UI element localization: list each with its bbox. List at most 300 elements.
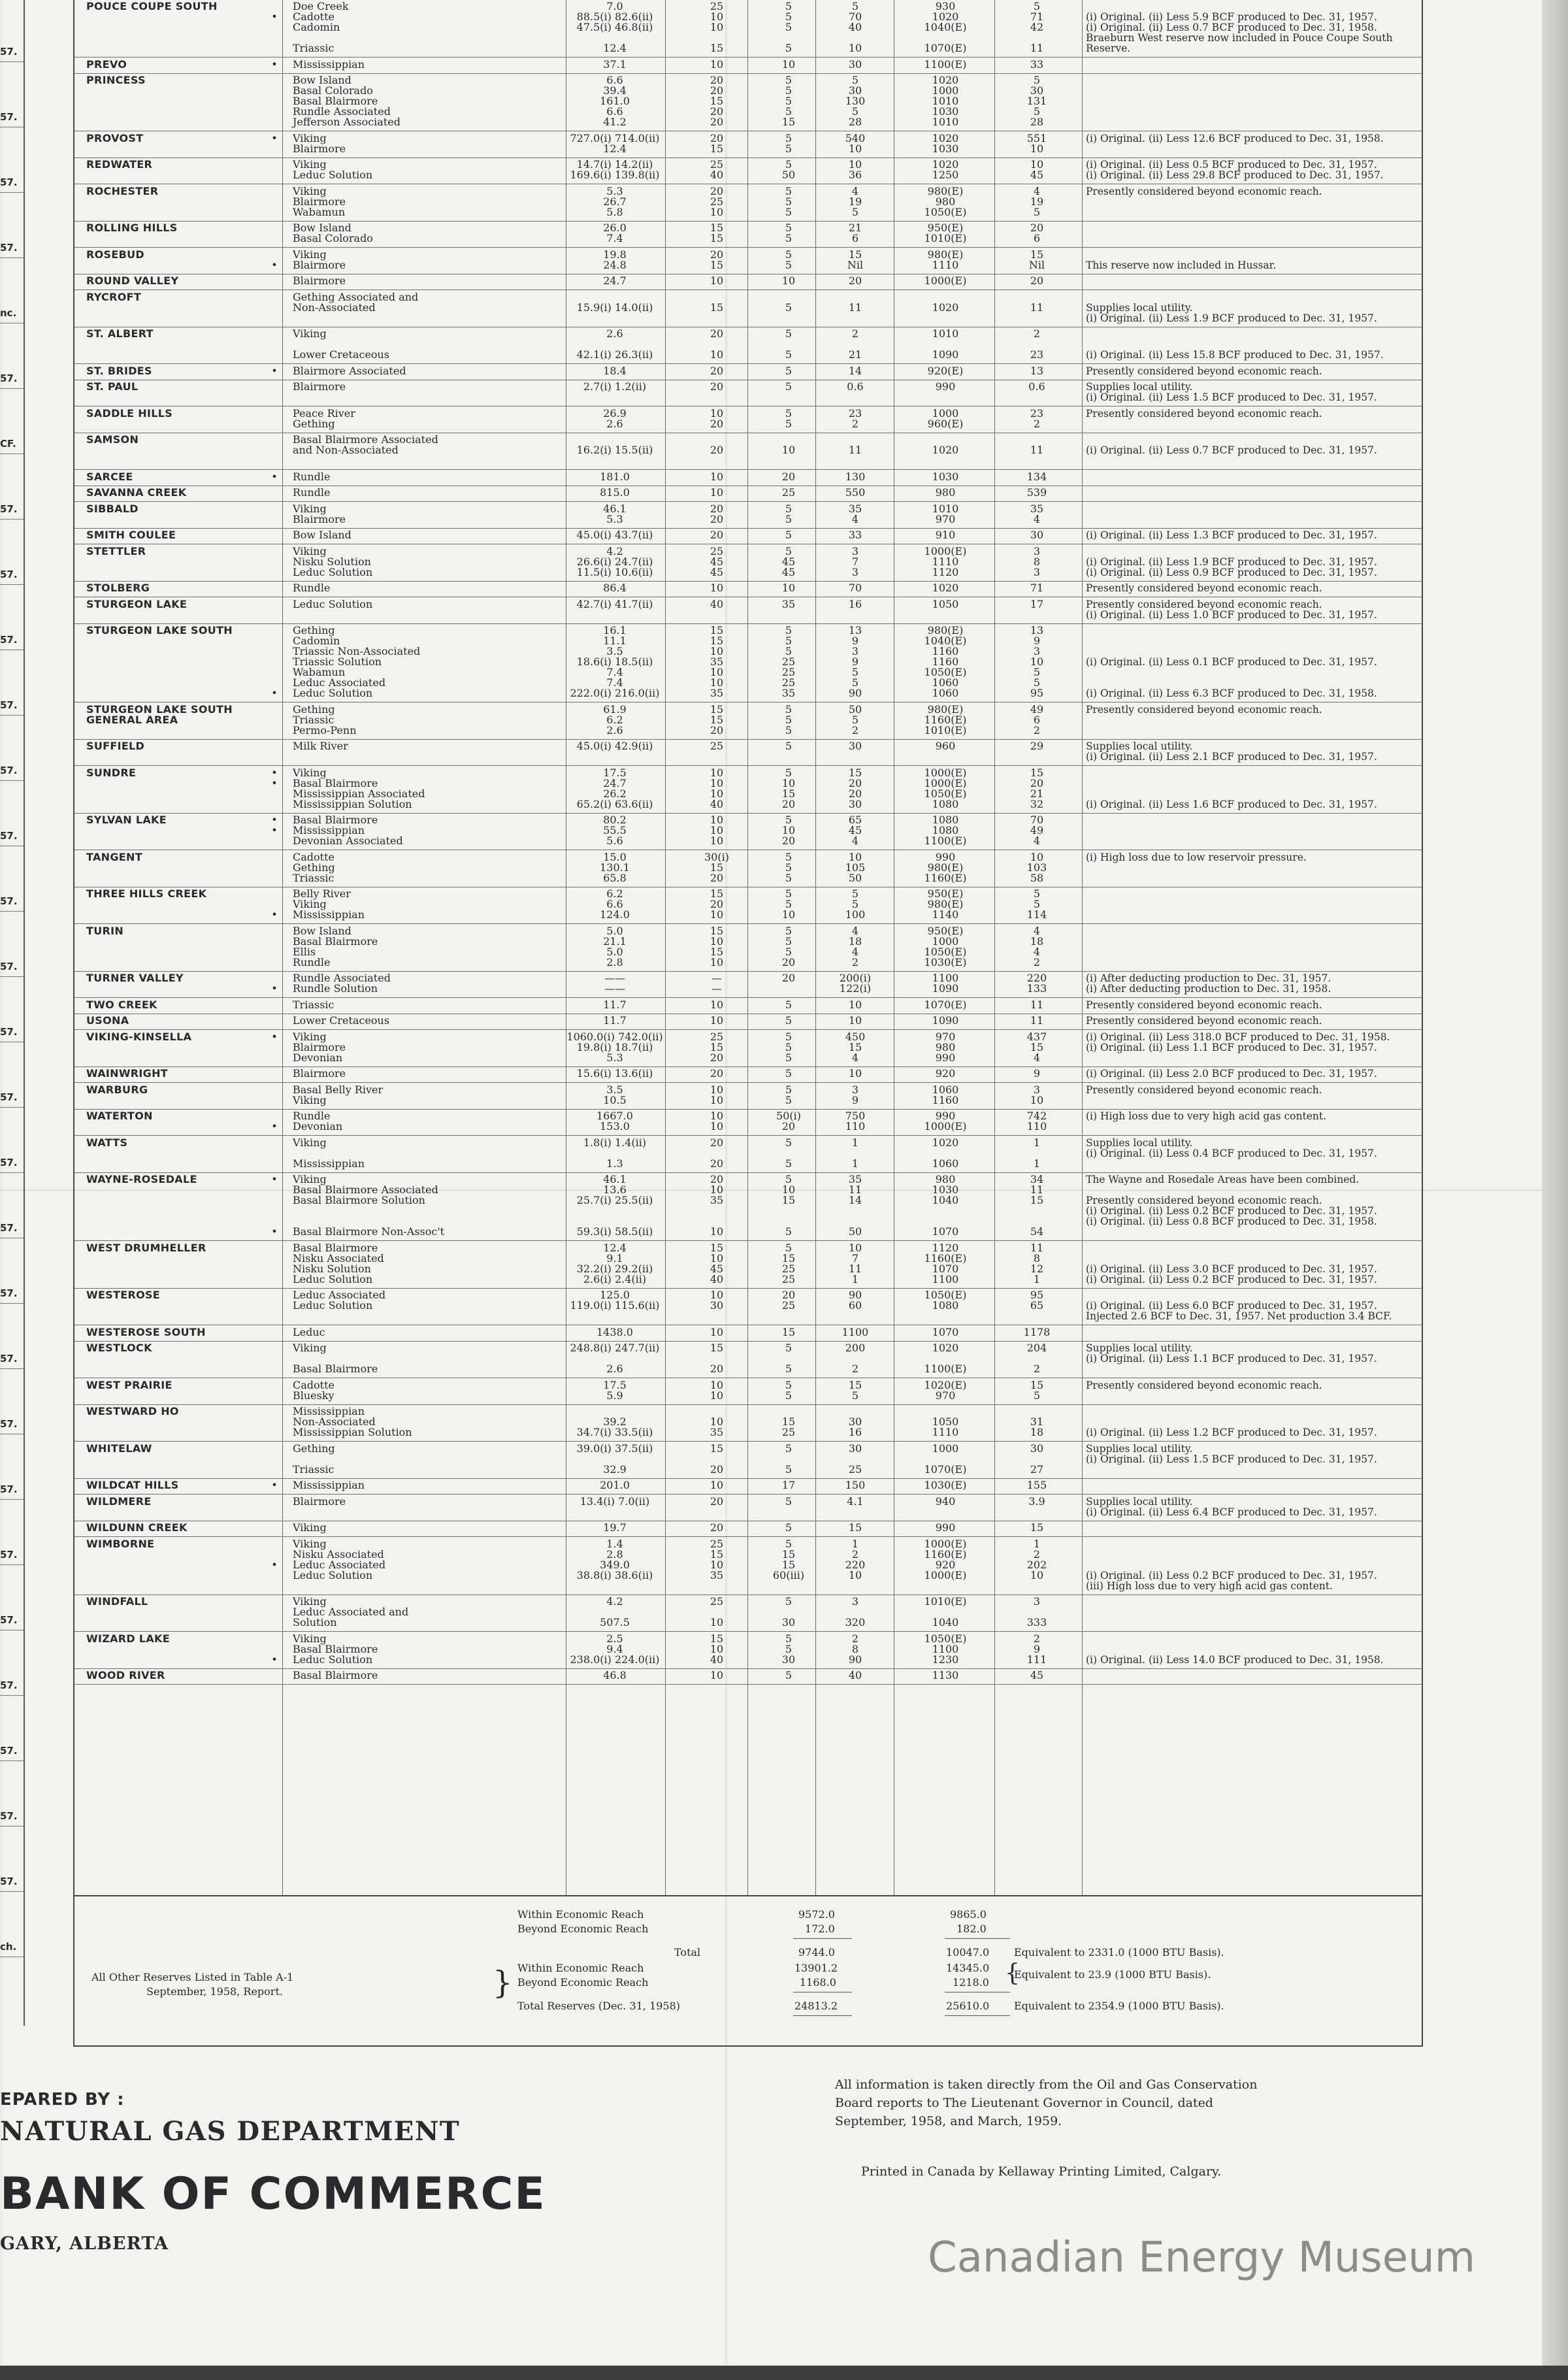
table-row <box>74 851 1422 887</box>
cell-c5 <box>896 926 994 968</box>
cell-line <box>819 313 891 323</box>
cell-dots <box>269 625 280 699</box>
cell-line: 65.2(i) 63.6(ii) <box>576 797 653 810</box>
cell-line: 1.8(i) 1.4(ii) <box>583 1136 647 1149</box>
cell-line <box>896 455 994 466</box>
cell-line <box>269 1000 280 1010</box>
left-fragment: nc. <box>0 307 17 319</box>
cell-c5 <box>896 250 994 271</box>
source-note <box>835 2075 1331 2130</box>
cell-c6 <box>994 1343 1079 1374</box>
field-name: WARBURG <box>86 1083 148 1096</box>
cell-line: 4 <box>1033 184 1041 197</box>
cell-rem <box>1086 1016 1426 1026</box>
cell-forms <box>293 1 567 54</box>
cell-line: 5 <box>785 1083 792 1096</box>
field-name: SAMSON <box>86 433 139 446</box>
cell-line: Non-Associated <box>293 301 376 314</box>
cell-line: 3 <box>851 645 859 657</box>
cell-line: 5 <box>785 1241 792 1254</box>
cell-c4 <box>819 1 891 54</box>
cell-line: • <box>271 131 278 144</box>
cell-line <box>1086 207 1426 218</box>
cell-c3 <box>766 1016 811 1026</box>
cell-line: 18 <box>1030 1426 1044 1438</box>
cell-line: 1020 <box>932 444 959 456</box>
cell-line: 1160(E) <box>924 1547 967 1561</box>
cell-line: 10 <box>848 1014 862 1027</box>
cell-line: 45 <box>710 565 724 578</box>
cell-line: 42.1(i) 26.3(ii) <box>576 348 653 361</box>
cell-line: 1000(E) <box>924 274 967 287</box>
table-row <box>74 74 1422 131</box>
cell-line: 5 <box>1033 898 1041 910</box>
cell-line: Presently considered beyond economic reach. <box>1086 598 1322 610</box>
cell-c4 <box>819 1523 891 1533</box>
cell-c4 <box>819 382 891 403</box>
field-name: SARCEE <box>86 470 133 483</box>
cell-line <box>1086 96 1426 107</box>
cell-line: 30 <box>848 58 862 71</box>
cell-line <box>269 207 280 218</box>
cell-rem <box>1086 1138 1426 1169</box>
cell-line: 1100 <box>932 1272 959 1285</box>
cell-line: 10 <box>710 1225 724 1238</box>
cell-c4 <box>819 329 891 360</box>
cell-line: 5 <box>785 740 792 752</box>
cell-line: 25 <box>781 655 796 668</box>
cell-line: 815.0 <box>600 486 630 499</box>
cell-line: 25 <box>710 1595 724 1608</box>
left-fragment: 57. <box>0 1157 18 1168</box>
cell-line <box>269 1607 280 1617</box>
cell-line <box>1086 504 1426 514</box>
field-name: WATERTON <box>86 1110 153 1122</box>
cell-line: 26.2 <box>603 787 627 800</box>
cell-line: Cadotte <box>293 1378 335 1391</box>
cell-line: Bluesky <box>293 1389 335 1402</box>
cell-line: 5 <box>785 1595 792 1608</box>
cell-line: Basal Blairmore <box>293 1241 378 1254</box>
cell-line <box>1086 789 1426 799</box>
cell-forms <box>293 1032 567 1063</box>
cell-rem <box>1086 366 1426 376</box>
cell-line: 16 <box>848 597 862 610</box>
cell-line: Lower Cretaceous <box>293 348 390 361</box>
cell-line <box>1086 936 1426 947</box>
cell-line: 5 <box>785 417 792 430</box>
cell-line: Triassic <box>293 42 335 54</box>
cell-line: 20 <box>781 955 796 968</box>
cell-c4 <box>819 1174 891 1237</box>
cell-c2 <box>694 889 740 920</box>
cell-line <box>566 610 664 620</box>
left-fragment: 57. <box>0 372 18 384</box>
cell-line: 5 <box>785 945 792 958</box>
cell-line: Presently considered beyond economic reach. <box>1086 1195 1322 1206</box>
cell-line: Presently considered beyond economic reach. <box>1086 1015 1322 1027</box>
cell-line: 58 <box>1030 871 1044 884</box>
cell-c1 <box>566 276 664 286</box>
cell-line: 80.2 <box>603 814 627 826</box>
cell-c1 <box>566 223 664 244</box>
field-name: STETTLER <box>86 544 146 557</box>
cell-c3 <box>766 1243 811 1285</box>
cell-line: 5 <box>785 529 792 541</box>
field-name: WOOD RIVER <box>86 1669 165 1681</box>
cell-line: 6 <box>1033 232 1041 244</box>
cell-line: (i) Original. (ii) Less 1.3 BCF produced to Dec. 31, 1957. <box>1086 529 1377 541</box>
cell-line: 15 <box>781 1194 796 1206</box>
cell-line: 35 <box>710 1426 724 1438</box>
left-fragment: 57. <box>0 569 18 580</box>
cell-line <box>293 455 567 466</box>
cell-line: 6.6 <box>606 105 623 118</box>
cell-forms <box>293 1523 567 1533</box>
cell-c6 <box>994 1243 1079 1285</box>
cell-c5 <box>896 530 994 540</box>
cell-line: 30 <box>848 1415 862 1428</box>
cell-rem <box>1086 1174 1426 1237</box>
cell-line <box>269 159 280 170</box>
cell-line: Gething <box>293 417 335 430</box>
cell-line: 32 <box>1030 797 1044 810</box>
field-name: STOLBERG <box>86 582 150 594</box>
left-fragment: 57. <box>0 830 18 842</box>
cell-c5 <box>896 1480 994 1491</box>
cell-line <box>269 186 280 197</box>
cell-c3 <box>766 292 811 323</box>
cell-line: 5 <box>851 713 859 726</box>
table-row <box>74 1405 1422 1442</box>
cell-c2 <box>694 530 740 540</box>
cell-line: 50 <box>848 702 862 716</box>
cell-line: Wabamun <box>293 205 346 218</box>
cell-c4 <box>819 1068 891 1079</box>
cell-line: 1120 <box>932 565 959 578</box>
cell-c4 <box>819 1539 891 1591</box>
cell-line <box>269 530 280 540</box>
cell-line: (i) Original. (ii) Less 1.9 BCF produced to Dec. 31, 1957. <box>1086 312 1377 324</box>
cell-forms <box>293 583 567 593</box>
cell-line <box>269 1507 280 1517</box>
field-name: TWO CREEK <box>86 998 157 1011</box>
cell-line <box>269 1311 280 1321</box>
cell-c6 <box>994 59 1079 70</box>
cell-line: (i) High loss due to low reservoir pressure. <box>1086 851 1307 863</box>
cell-c3 <box>766 973 811 994</box>
cell-line: Viking <box>293 1537 327 1550</box>
cell-forms <box>293 1539 567 1591</box>
cell-line: 1110 <box>932 258 959 271</box>
cell-line: 1000(E) <box>924 766 967 779</box>
cell-line: 38.8(i) 38.6(ii) <box>576 1568 653 1581</box>
cell-c1 <box>566 1523 664 1533</box>
cell-line: 5 <box>785 512 792 525</box>
cell-c3 <box>766 815 811 846</box>
cell-c3 <box>766 1111 811 1132</box>
cell-c4 <box>819 472 891 482</box>
cell-c6 <box>994 1290 1079 1321</box>
cell-line: Leduc Solution <box>293 565 373 578</box>
cell-line <box>269 223 280 233</box>
cell-line: 10 <box>710 1289 724 1301</box>
cell-rem <box>1086 329 1426 360</box>
field-name: ROLLING HILLS <box>86 222 178 234</box>
cell-line: 10 <box>1030 142 1044 155</box>
cell-line: 35 <box>1030 502 1044 515</box>
cell-line: Supplies local utility. <box>1086 301 1193 314</box>
cell-forms <box>293 1327 567 1338</box>
cell-line <box>269 117 280 127</box>
cell-c6 <box>994 75 1079 127</box>
cell-line: 980(E) <box>927 248 964 261</box>
cell-line: 980(E) <box>927 702 964 716</box>
cell-line: 7.4 <box>606 232 623 244</box>
cell-line: 25 <box>781 1299 796 1312</box>
field-name: ST. BRIDES <box>86 364 152 377</box>
cell-line: 10 <box>710 1558 724 1571</box>
cell-line: Triassic <box>293 998 335 1011</box>
other-reserves-label: All Other Reserves Listed in Table A-1 <box>91 1971 294 1983</box>
summary-block <box>73 1896 1423 2047</box>
cell-line: 30(i) <box>704 850 729 863</box>
table-row <box>74 529 1422 544</box>
cell-line: 15 <box>710 258 724 271</box>
cell-c5 <box>896 704 994 736</box>
cell-line: Bow Island <box>293 924 351 937</box>
cell-line: (i) Original. (ii) Less 318.0 BCF produced to Dec. 31, 1958. <box>1086 1031 1390 1043</box>
cell-line: 1020 <box>932 1136 959 1149</box>
cell-rem <box>1086 1243 1426 1285</box>
cell-line: 5 <box>785 258 792 271</box>
brace-symbol: { <box>1005 1960 1020 1987</box>
cell-line: 7.4 <box>606 666 623 678</box>
cell-line: 4 <box>1033 835 1041 847</box>
cell-line: 1100 <box>932 972 959 984</box>
cell-line: 20 <box>710 1173 724 1185</box>
cell-line: 1000 <box>932 406 959 420</box>
cell-line: Mississippian <box>293 1405 365 1417</box>
cell-line: 2 <box>1033 955 1041 968</box>
cell-line: 4 <box>851 835 859 847</box>
cell-line: 15 <box>1030 1378 1044 1391</box>
cell-rem <box>1086 1406 1426 1438</box>
cell-line: 32.9 <box>603 1463 627 1476</box>
cell-line: 35 <box>848 502 862 515</box>
left-rule <box>0 61 24 62</box>
cell-line: Blairmore <box>293 380 346 393</box>
cell-line <box>1086 646 1426 657</box>
cell-line: Ellis <box>293 945 316 958</box>
cell-line: 5 <box>785 95 792 107</box>
cell-line: 16.2(i) 15.5(ii) <box>576 444 653 456</box>
cell-c5 <box>896 366 994 376</box>
cell-c3 <box>766 625 811 699</box>
cell-line <box>1086 1417 1426 1427</box>
cell-line <box>566 1311 664 1321</box>
cell-c6 <box>994 546 1079 578</box>
cell-c6 <box>994 1406 1079 1438</box>
cell-line: Leduc Solution <box>293 1299 373 1312</box>
cell-line: 5 <box>851 205 859 218</box>
cell-line: Triassic <box>293 1463 335 1476</box>
left-fragment: 57. <box>0 1810 18 1822</box>
cell-line <box>1086 1617 1426 1628</box>
cell-line: Cadomin <box>293 635 340 647</box>
left-fragment: 57. <box>0 765 18 776</box>
cell-line: 980 <box>935 195 956 208</box>
cell-line: 1090 <box>932 982 959 995</box>
cell-c3 <box>766 133 811 154</box>
cell-line: 5 <box>785 1669 792 1681</box>
cell-line: 10 <box>710 205 724 218</box>
summary-beyond-value: 172.0 <box>805 1923 835 1935</box>
cell-c5 <box>896 504 994 525</box>
cell-line: 5 <box>785 84 792 97</box>
cell-line: 34.7(i) 33.5(ii) <box>576 1426 653 1438</box>
cell-c4 <box>819 1406 891 1438</box>
cell-forms <box>293 815 567 846</box>
cell-c1 <box>566 488 664 498</box>
cell-line: 13 <box>1030 624 1044 636</box>
left-rule <box>0 1695 24 1696</box>
cell-c6 <box>994 366 1079 376</box>
cell-line: 18.4 <box>603 364 627 377</box>
cell-c2 <box>694 250 740 271</box>
cell-line: • <box>271 1225 278 1238</box>
table-row <box>74 814 1422 850</box>
cell-line <box>269 873 280 884</box>
cell-line: 30 <box>1030 529 1044 541</box>
cell-line: 960(E) <box>927 417 964 430</box>
cell-c2 <box>694 1016 740 1026</box>
cell-forms <box>293 889 567 920</box>
cell-line: Lower Cretaceous <box>293 1014 390 1027</box>
field-name: STURGEON LAKE SOUTH <box>86 624 233 636</box>
cell-c1 <box>566 133 664 154</box>
cell-line <box>269 339 280 350</box>
cell-c3 <box>766 546 811 578</box>
cell-line: 50 <box>848 1225 862 1238</box>
cell-forms <box>293 75 567 127</box>
table-row <box>74 1014 1422 1030</box>
cell-line <box>269 382 280 392</box>
cell-line: 2 <box>851 1547 859 1561</box>
field-name: STURGEON LAKE SOUTH GENERAL AREA <box>86 702 233 726</box>
cell-line: Presently considered beyond economic reach. <box>1086 1379 1322 1391</box>
cell-line: 3 <box>1033 565 1041 578</box>
cell-line: 35 <box>781 597 796 610</box>
cell-line: Basal Blairmore <box>293 1669 378 1681</box>
cell-line: 42.7(i) 41.7(ii) <box>576 597 653 610</box>
left-fragment: 57. <box>0 1222 18 1234</box>
cell-c1 <box>566 1138 664 1169</box>
cell-line: 5 <box>1033 887 1041 900</box>
cell-line: 1160 <box>932 1093 959 1106</box>
scan-edge <box>1542 0 1568 2380</box>
cell-line <box>269 1464 280 1475</box>
cell-line <box>819 1581 891 1591</box>
cell-line: Rundle <box>293 470 331 483</box>
cell-line: 61.9 <box>603 702 627 716</box>
cell-rem <box>1086 1290 1426 1321</box>
cell-c5 <box>896 1496 994 1517</box>
cell-dots <box>269 435 280 466</box>
cell-line <box>1086 910 1426 920</box>
cell-line <box>269 1085 280 1095</box>
cell-line <box>269 1274 280 1285</box>
cell-line: Viking <box>293 1093 327 1106</box>
cell-line <box>1086 926 1426 936</box>
cell-line: 9 <box>851 655 859 668</box>
cell-line: 25 <box>781 486 796 499</box>
cell-line: 1100 <box>841 1325 869 1338</box>
cell-line: 17.5 <box>603 1378 627 1391</box>
summary-rule <box>945 1938 1010 1939</box>
cell-line: 25 <box>710 1537 724 1550</box>
cell-line: 50 <box>781 169 796 181</box>
cell-c6 <box>994 1138 1079 1169</box>
cell-line: 4.2 <box>606 1595 623 1608</box>
cell-c4 <box>819 1634 891 1665</box>
cell-c2 <box>694 1523 740 1533</box>
cell-line: 13 <box>1030 364 1044 377</box>
field-name: SMITH COULEE <box>86 529 176 541</box>
summary-rule <box>793 1938 852 1939</box>
cell-line: 25 <box>710 195 724 208</box>
cell-dots <box>269 1480 280 1491</box>
cell-line: 10 <box>848 42 862 54</box>
cell-line: 920 <box>935 1067 956 1080</box>
table-row <box>74 222 1422 248</box>
cell-line: 65 <box>1030 1299 1044 1312</box>
cell-line: 25 <box>781 1272 796 1285</box>
cell-line <box>269 419 280 429</box>
left-rule <box>0 1172 24 1173</box>
cell-c1 <box>566 1380 664 1401</box>
cell-c5 <box>896 1016 994 1026</box>
cell-line <box>994 392 1079 403</box>
cell-line: 1000(E) <box>924 776 967 789</box>
cell-c6 <box>994 382 1079 403</box>
cell-line: Viking <box>293 502 327 515</box>
cell-line <box>269 392 280 403</box>
cell-c3 <box>766 1406 811 1438</box>
cell-line <box>269 799 280 810</box>
cell-rem <box>1086 276 1426 286</box>
cell-line: Basal Colorado <box>293 232 373 244</box>
cell-line: 50 <box>848 871 862 884</box>
source-note-line: All information is taken directly from the Oil and Gas Conservation <box>835 2077 1258 2092</box>
cell-c5 <box>896 1634 994 1665</box>
cell-line: 15 <box>710 1342 724 1354</box>
cell-line: 980 <box>935 1173 956 1185</box>
left-rule <box>0 1499 24 1500</box>
cell-line: 6.6 <box>606 74 623 86</box>
cell-line: 5 <box>785 723 792 736</box>
cell-c2 <box>694 59 740 70</box>
cell-line: 25 <box>781 1262 796 1275</box>
cell-line: 5 <box>785 0 792 12</box>
cell-forms <box>293 1243 567 1285</box>
cell-line <box>1086 1290 1426 1300</box>
cell-line: 1030 <box>932 105 959 118</box>
cell-line: Peace River <box>293 406 355 420</box>
cell-line <box>269 33 280 43</box>
cell-line: 248.8(i) 247.7(ii) <box>570 1342 660 1354</box>
cell-line: 2.6 <box>606 417 623 430</box>
